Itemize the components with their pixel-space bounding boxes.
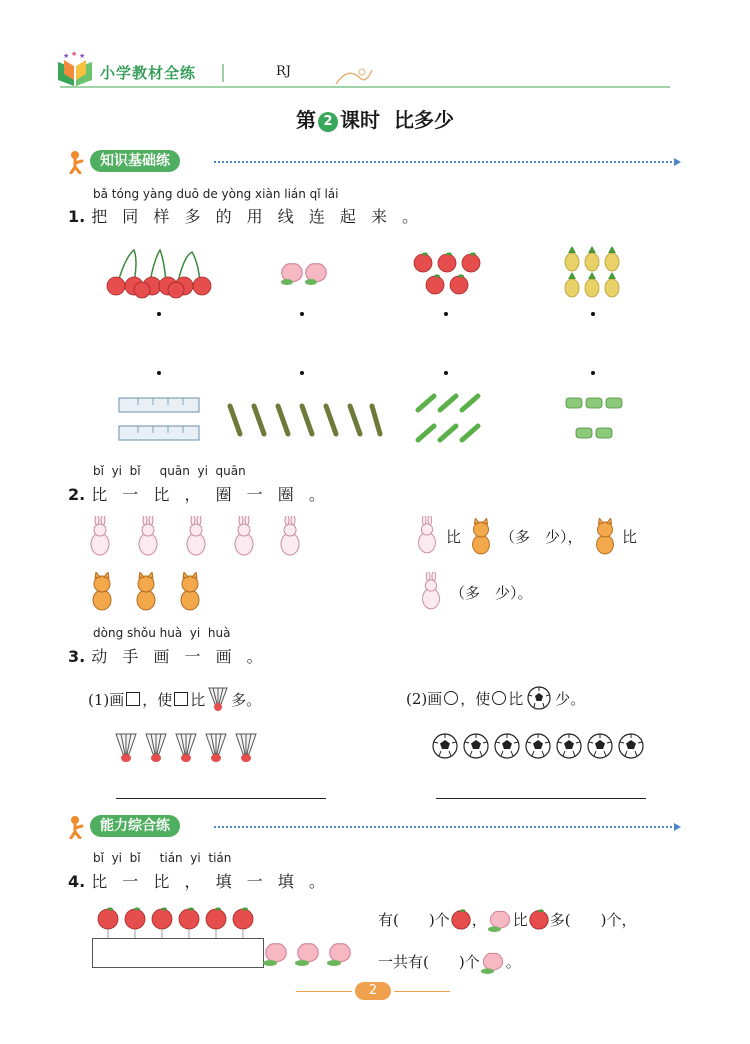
q3-pinyin: dòng shǒu huà yi huà [93,626,231,640]
rabbit-icon [412,516,442,560]
section-ability-label: 能力综合练 [90,815,180,837]
erasers-group [564,394,626,446]
q2-choice-more-less[interactable]: （多 少）， [500,528,583,546]
peaches-group [278,258,330,290]
section-dotted-line [214,161,672,163]
q2-question: 2. 比 一 比 ， 圈 一 圈 。 [68,485,330,504]
rulers-group [118,396,200,446]
connect-dot[interactable] [591,312,595,316]
lesson-number-badge: 2 [318,112,338,132]
q2-choice-more-less[interactable]: （多 少）。 [450,584,533,602]
q1-pinyin: bǎ tóng yàng duō de yòng xiàn lián qǐ lái [93,187,339,201]
q3-answer-line-1[interactable] [116,798,326,799]
header-divider [222,64,224,82]
connect-dot[interactable] [157,312,161,316]
runner-icon [66,150,88,178]
q4-pinyin: bǐ yi bǐ tián yi tián [93,851,232,865]
rabbits-group [84,516,300,562]
q4-line2: 一共有( )个 。 [378,948,521,974]
brand-title: 小学教材全练 [100,64,197,82]
square-icon [174,692,188,706]
q3-question: 3. 动 手 画 一 画 。 [68,647,268,666]
arrow-right-icon [674,158,681,166]
q2-pinyin: bǐ yi bǐ quān yi quān [93,464,246,478]
circle-icon [492,691,506,705]
page-line-left [296,991,352,992]
q3-part2: (2)画 ，使 比 少。 [406,686,585,710]
brushes-group [224,402,384,442]
shuttlecocks-group [114,732,264,770]
svg-text:★: ★ [71,50,78,58]
apples-group [412,250,484,300]
soccer-ball-icon [527,686,551,710]
edition-label: RJ [276,64,291,79]
q3-answer-line-2[interactable] [436,798,646,799]
apple-icon [450,908,472,930]
connect-dot[interactable] [300,371,304,375]
page-line-right [394,991,450,992]
cat-icon [466,518,496,560]
page-number: 2 [355,982,391,1000]
shuttlecock-icon [207,686,229,712]
lesson-title: 第 2 课时 比多少 [296,108,454,132]
peaches-row [262,938,358,972]
section-basic-label: 知识基础练 [90,150,180,172]
q3-part1: (1)画 ，使 比 多。 [88,686,261,712]
cat-icon [590,518,620,560]
cats-group [86,572,212,616]
circle-icon [444,691,458,705]
square-icon [126,692,140,706]
apple-icon [528,908,550,930]
q2-compare-word: 比 [622,528,638,546]
soccer-balls-group [432,732,652,764]
connect-dot[interactable] [591,371,595,375]
connect-dot[interactable] [444,371,448,375]
q1-question: 1. 把 同 样 多 的 用 线 连 起 来 。 [68,207,424,226]
connect-dot[interactable] [444,312,448,316]
q4-question: 4. 比 一 比 ， 填 一 填 。 [68,872,330,891]
svg-text:★: ★ [79,52,86,60]
peach-icon [480,948,506,974]
arrow-right-icon [674,823,681,831]
peach-icon [487,906,513,932]
runner-icon [66,815,88,843]
apples-bracket-box [92,938,264,968]
pineapples-group [562,246,624,304]
q4-line1: 有( )个 ， 比 多( )个， [378,906,636,932]
connect-dot[interactable] [300,312,304,316]
pencils-group [414,390,484,450]
section-dotted-line [214,826,672,828]
q2-compare-word: 比 [446,528,462,546]
connect-dot[interactable] [157,371,161,375]
svg-text:★: ★ [63,52,70,60]
header-rule [60,86,670,88]
cherries-group [104,246,216,304]
rabbit-icon [416,572,446,616]
